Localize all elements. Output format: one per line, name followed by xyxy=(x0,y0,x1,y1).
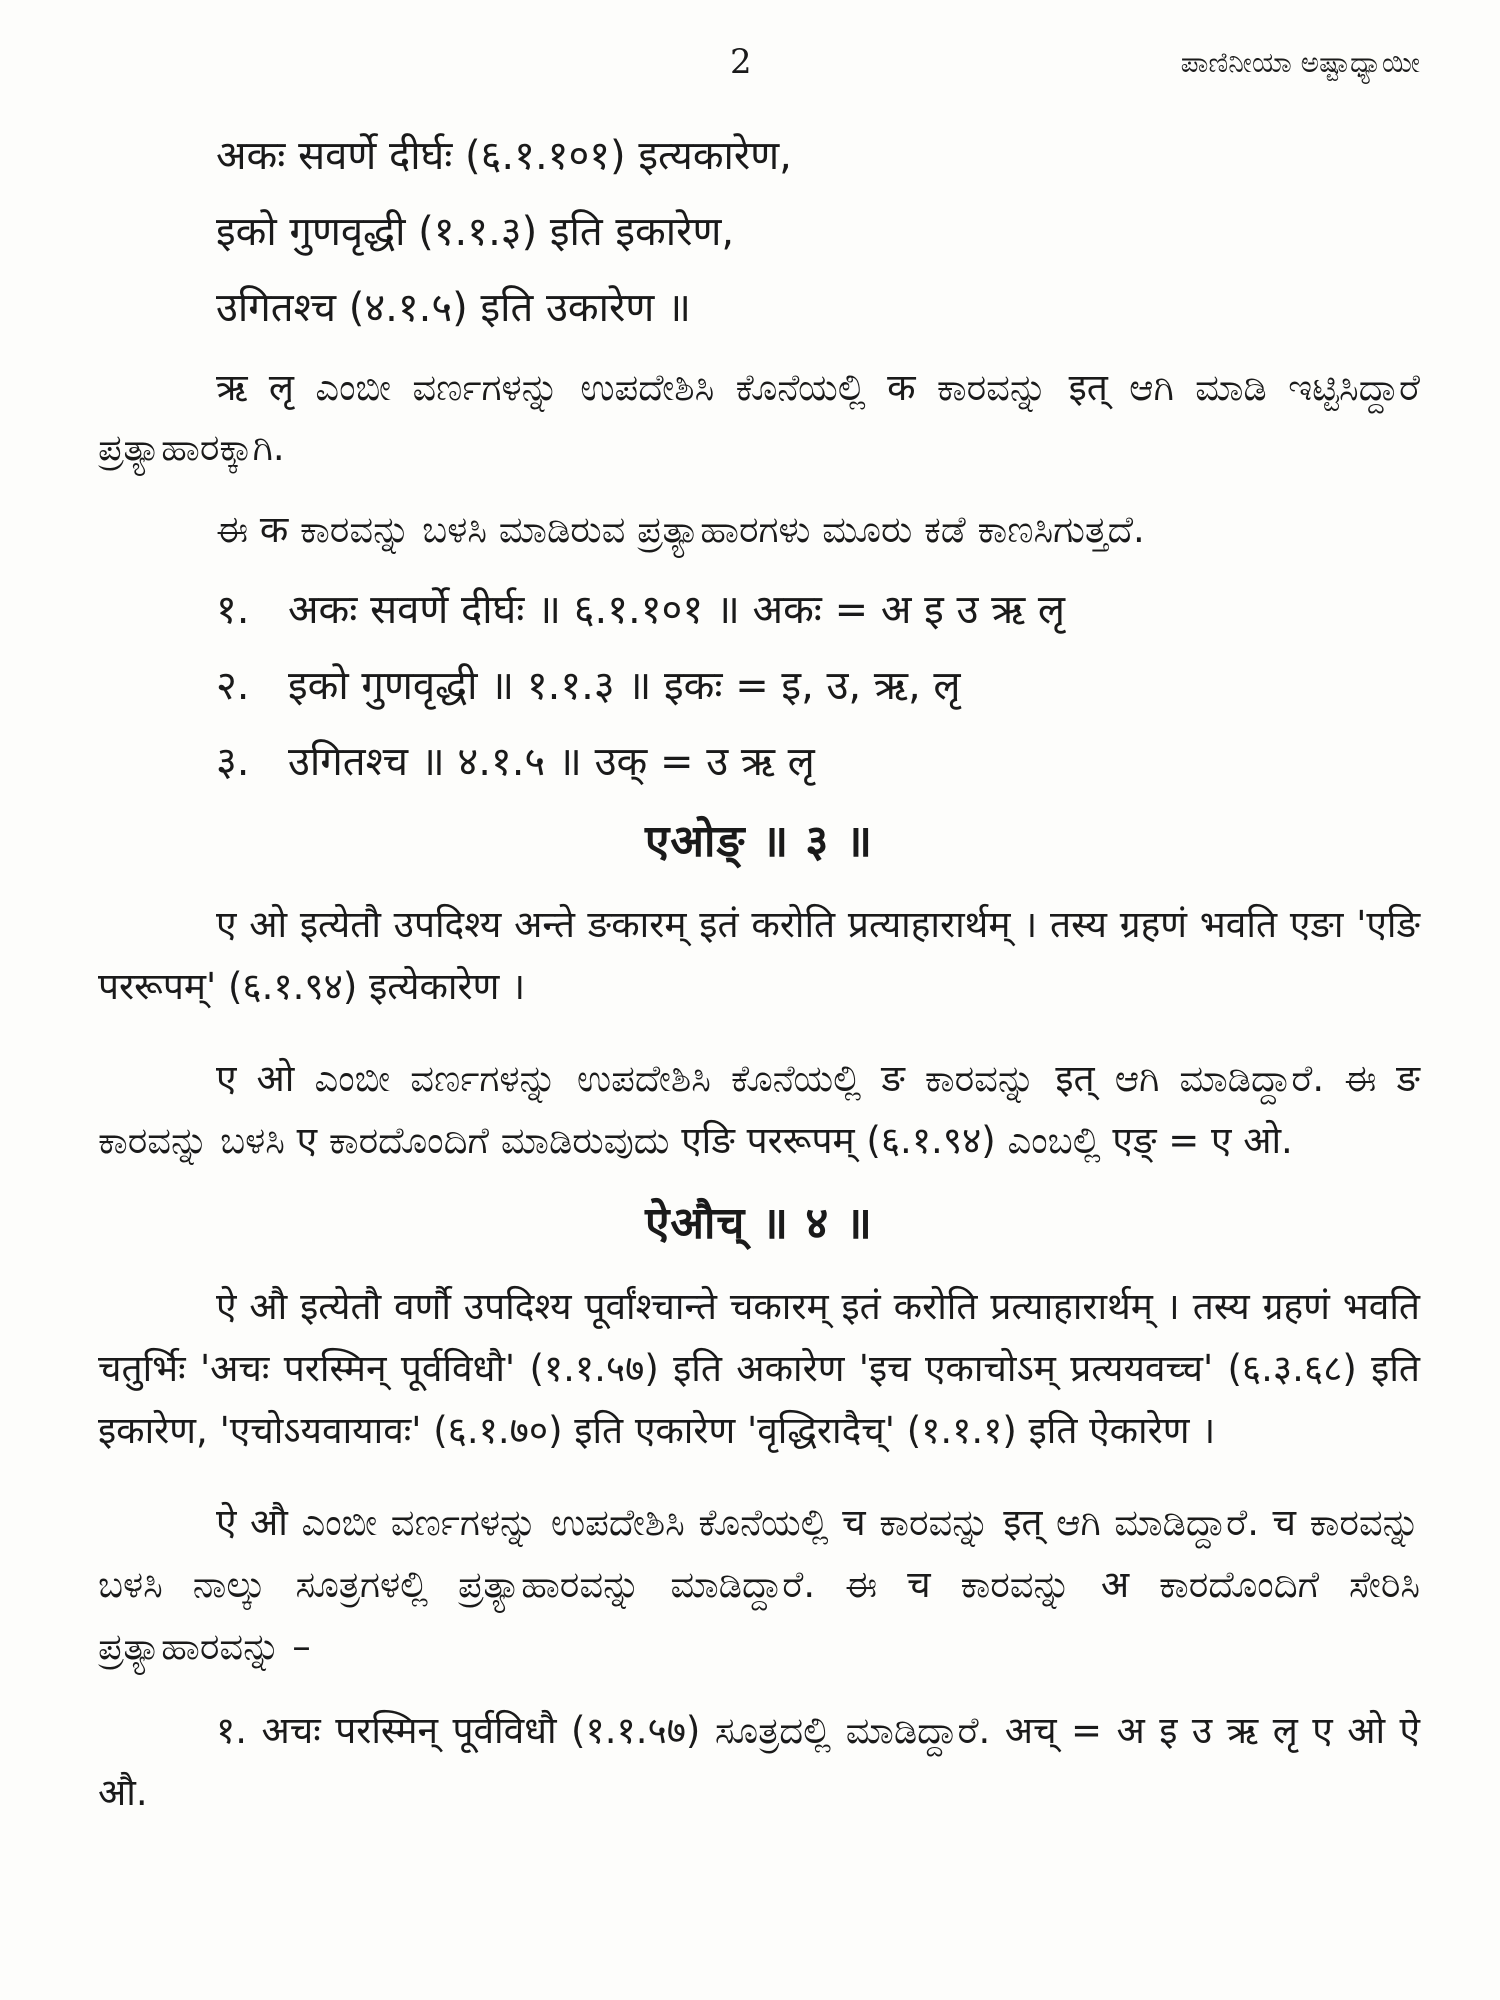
paragraph-7: १. अचः परस्मिन् पूर्वविधौ (१.१.५७) ಸೂತ್ರದಲ್ಲಿ ಮಾಡಿದ್ದಾರೆ. अच् = अ इ उ ऋ लृ ए ओ ऐ औ. xyxy=(98,1709,1420,1814)
sutra-heading: ऐऔच् ॥ ४ ॥ xyxy=(645,1198,873,1249)
paragraph-2: ಈ क ಕಾರವನ್ನು ಬಳಸಿ ಮಾಡಿರುವ ಪ್ರತ್ಯಾಹಾರಗಳು ಮೂರು ಕಡೆ ಕಾಣಸಿಗುತ್ತದೆ. xyxy=(216,508,1145,551)
list-item xyxy=(98,658,1420,714)
page-header xyxy=(0,42,1500,92)
page-number: 2 xyxy=(730,42,752,82)
list-item xyxy=(98,582,1420,638)
list-text: इको गुणवृद्धी ॥ १.१.३ ॥ इकः = इ, उ, ऋ, लृ xyxy=(288,663,961,709)
paragraph-6: ऐ औ ಎಂಬೀ ವರ್ಣಗಳನ್ನು ಉಪದೇಶಿಸಿ ಕೊನೆಯಲ್ಲಿ च ಕಾರವನ್ನು इत् ಆಗಿ ಮಾಡಿದ್ದಾರೆ. च ಕಾರವನ್ನು ಬಳಸಿ ನಾಲ್ಕು ಸೂತ್ರಗಳಲ್ಲಿ ಪ್ರತ್ಯಾಹಾರವನ್ನು ಮಾಡಿದ್ದಾರೆ. ಈ च ಕಾರವನ್ನು अ ಕಾರದೊಂದಿಗೆ ಸೇರಿಸಿ ಪ್ರತ್ಯಾಹಾರವನ್ನು – xyxy=(98,1501,1420,1668)
page-body xyxy=(98,128,1420,1824)
intro-line-1: अकः सवर्णे दीर्घः (६.१.१०१) इत्यकारेण, xyxy=(216,133,792,179)
list-number: १. xyxy=(216,587,250,633)
list-number: ३. xyxy=(216,739,250,785)
sutra-heading: एओङ् ॥ ३ ॥ xyxy=(645,816,873,867)
list-item xyxy=(98,734,1420,790)
intro-line-2: इको गुणवृद्धी (१.१.३) इति इकारेण, xyxy=(216,209,735,255)
paragraph-3: ए ओ इत्येतौ उपदिश्य अन्ते ङकारम् इतं करोति प्रत्याहारार्थम् । तस्य ग्रहणं भवति एङा 'एङि पररूपम्' (६.१.९४) इत्येकारेण । xyxy=(98,903,1420,1008)
paragraph-4: ए ओ ಎಂಬೀ ವರ್ಣಗಳನ್ನು ಉಪದೇಶಿಸಿ ಕೊನೆಯಲ್ಲಿ ङ ಕಾರವನ್ನು इत् ಆಗಿ ಮಾಡಿದ್ದಾರೆ. ಈ ङ ಕಾರವನ್ನು ಬಳಸಿ ए ಕಾರದೊಂದಿಗೆ ಮಾಡಿರುವುದು एङि पररूपम् (६.१.९४) ಎಂಬಲ್ಲಿ एङ् = ए ओ. xyxy=(98,1057,1420,1162)
paragraph-5: ऐ औ इत्येतौ वर्णौ उपदिश्य पूर्वांश्चान्ते चकारम् इतं करोति प्रत्याहारार्थम् । तस्य ग्रहणं भवति चतुर्भिः 'अचः परस्मिन् पूर्वविधौ' (१.१.५७) इति अकारेण 'इच एकाचोऽम् प्रत्ययवच्च' (६.३.६८) इति इकारेण, 'एचोऽयवायावः' (६.१.७०) इति एकारेण 'वृद्धिरादैच्' (१.१.१) इति ऐकारेण । xyxy=(98,1285,1420,1452)
list-text: अकः सवर्णे दीर्घः ॥ ६.१.१०१ ॥ अकः = अ इ उ ऋ लृ xyxy=(288,587,1066,633)
list-number: २. xyxy=(216,663,250,709)
list-text: उगितश्च ॥ ४.१.५ ॥ उक् = उ ऋ लृ xyxy=(288,739,815,785)
paragraph-1: ऋ लृ ಎಂಬೀ ವರ್ಣಗಳನ್ನು ಉಪದೇಶಿಸಿ ಕೊನೆಯಲ್ಲಿ क ಕಾರವನ್ನು इत् ಆಗಿ ಮಾಡಿ ಇಟ್ಟಿಸಿದ್ದಾರೆ ಪ್ರತ್ಯಾಹಾರಕ್ಕಾಗಿ. xyxy=(98,366,1420,469)
running-title: ಪಾಣಿನೀಯಾ ಅಷ್ಟಾಧ್ಯಾಯೀ xyxy=(1180,46,1420,79)
intro-line-3: उगितश्च (४.१.५) इति उकारेण ॥ xyxy=(216,285,691,331)
